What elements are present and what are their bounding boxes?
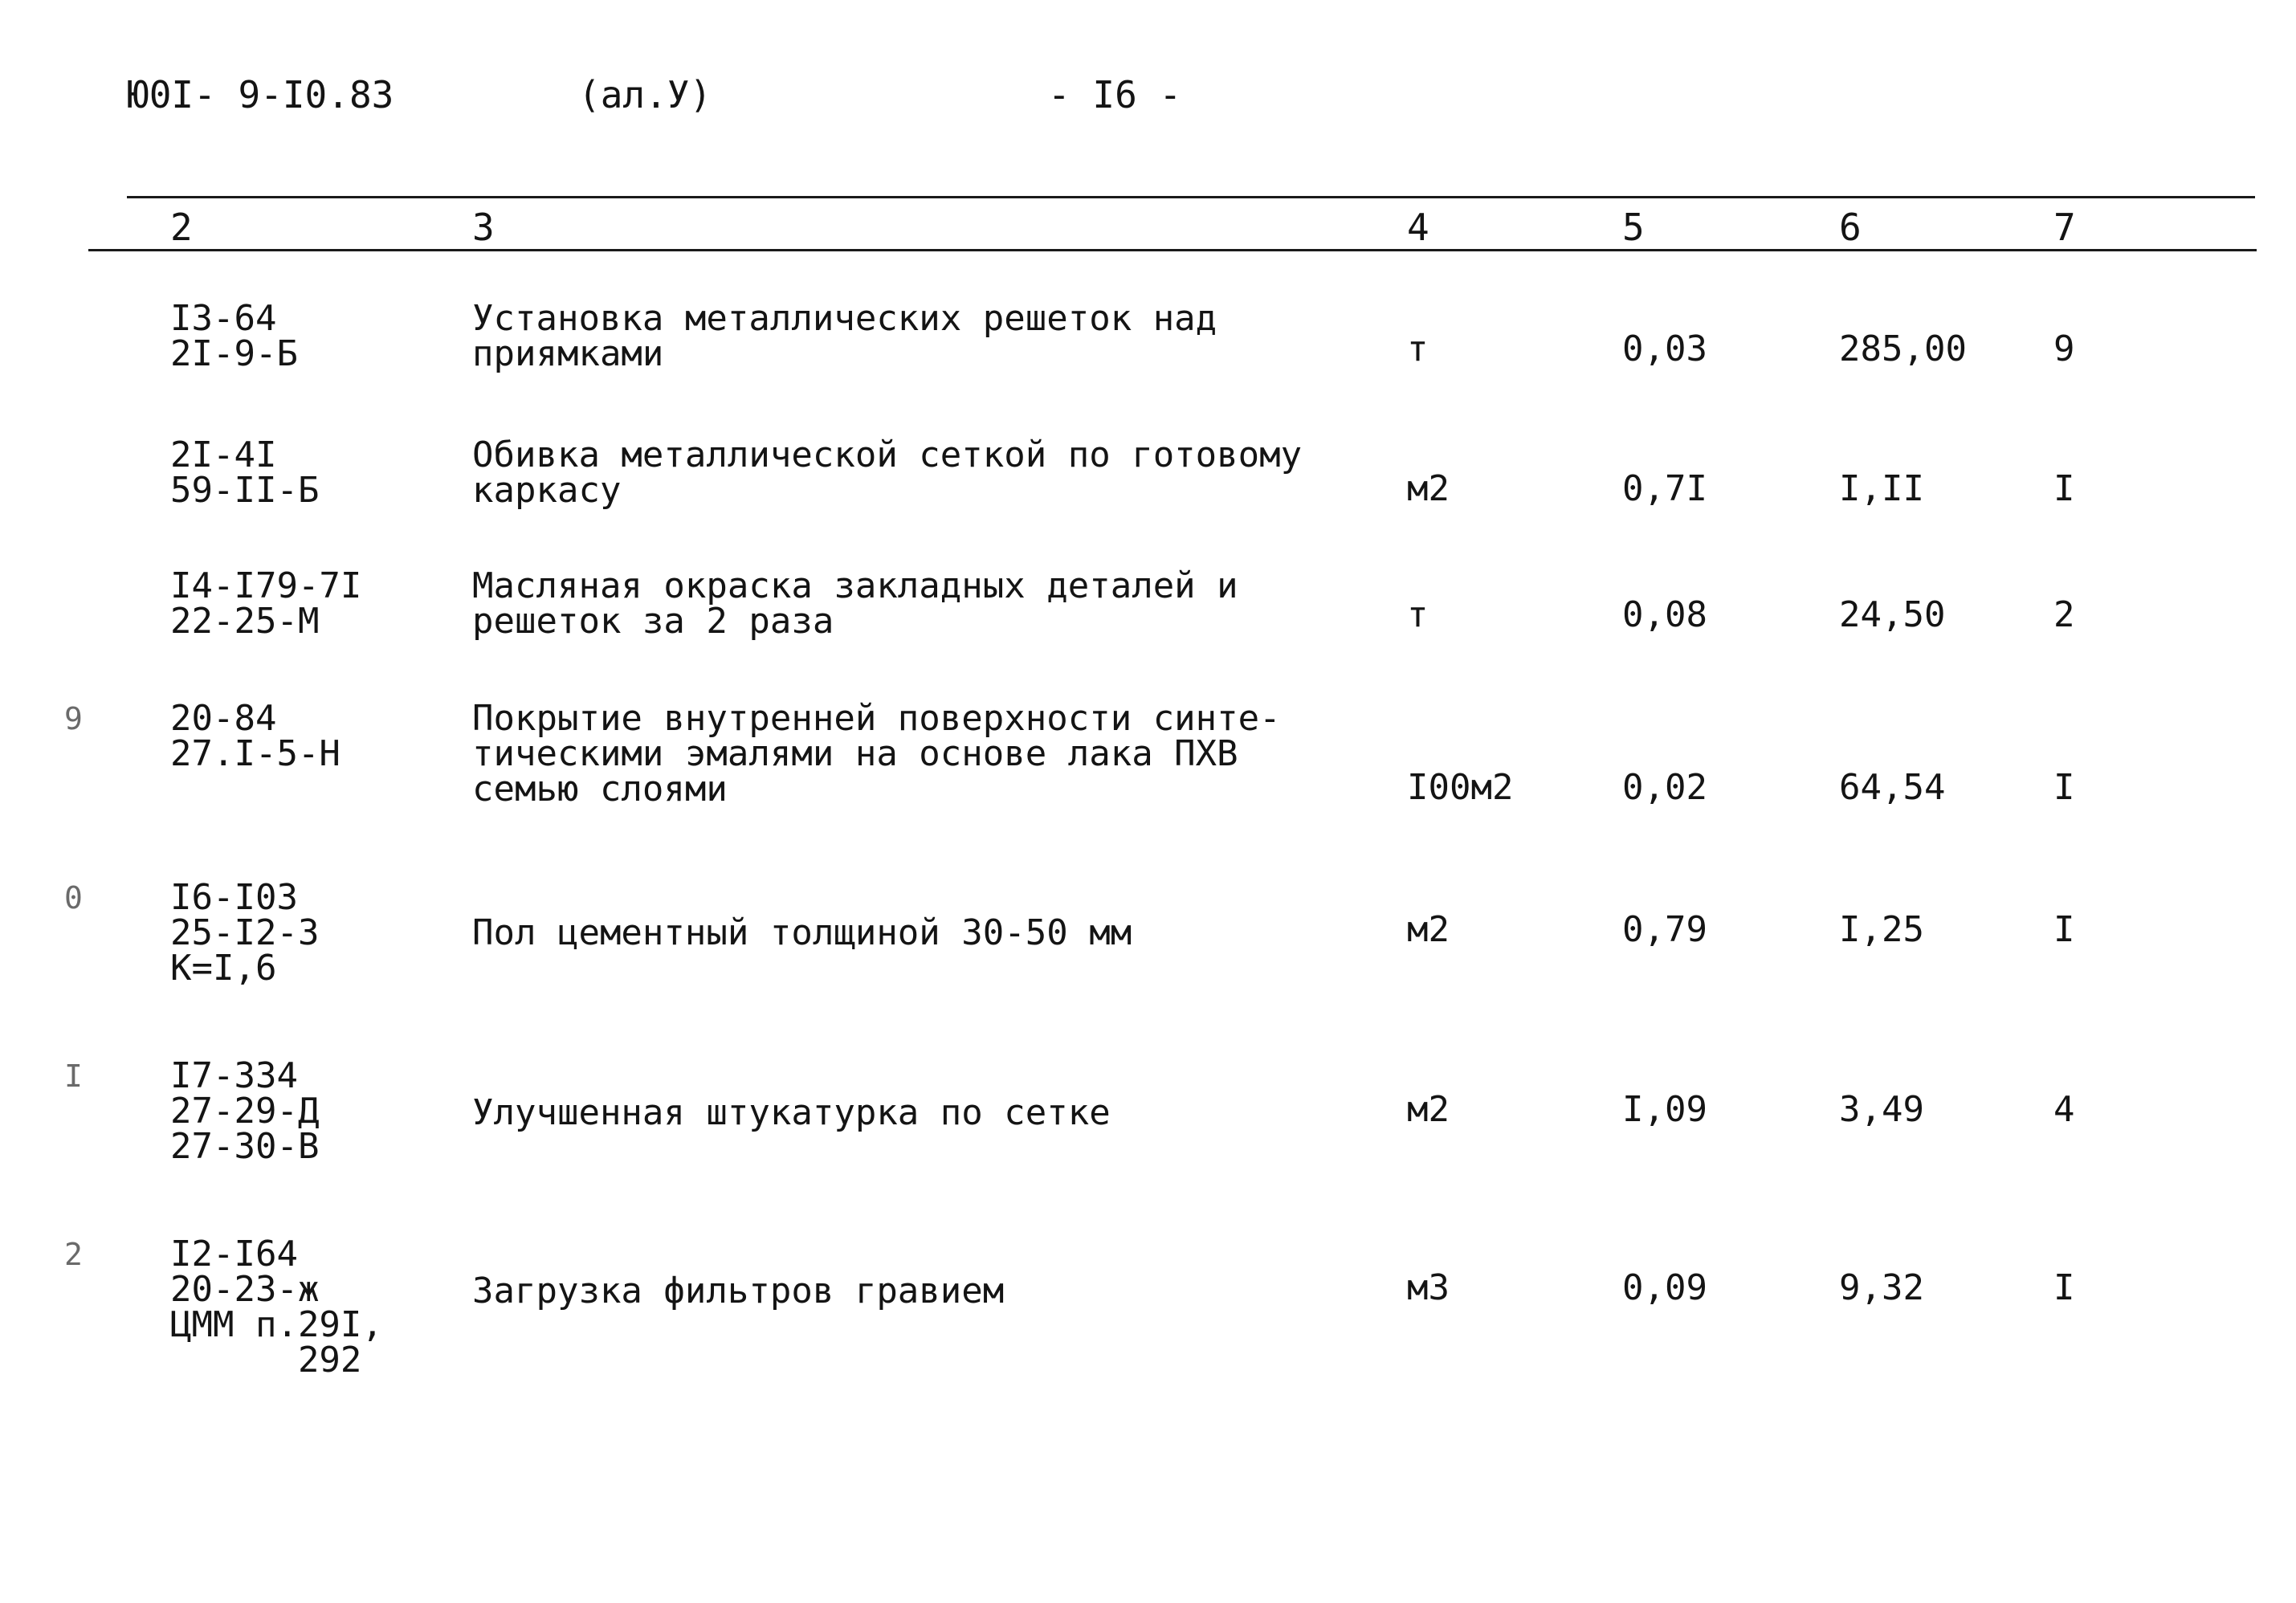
unit-of-measure: м2 <box>1407 909 1450 950</box>
work-description: Масляная окраска закладных деталей и решеток за 2 раза <box>472 565 1238 642</box>
quantity: 0,79 <box>1622 909 1707 950</box>
unit-price: 24,50 <box>1839 594 1946 635</box>
work-description: Пол цементный толщиной 30-50 мм <box>472 912 1132 953</box>
quantity: 0,02 <box>1622 767 1707 808</box>
count: I <box>2053 1267 2075 1308</box>
column-header-3: 3 <box>472 206 495 249</box>
work-description: Улучшенная штукатурка по сетке <box>472 1092 1111 1133</box>
count: I <box>2053 468 2075 509</box>
quantity: 0,08 <box>1622 594 1707 635</box>
count: I <box>2053 767 2075 808</box>
unit-of-measure: т <box>1407 594 1429 635</box>
row-number: I <box>64 1058 83 1094</box>
norm-code: 20-84 27.I-5-Н <box>170 698 341 774</box>
unit-of-measure: т <box>1407 328 1429 369</box>
unit-price: I,II <box>1839 468 1924 509</box>
column-header-7: 7 <box>2053 206 2076 249</box>
quantity: I,09 <box>1622 1089 1707 1130</box>
count: 2 <box>2053 594 2075 635</box>
unit-of-measure: м3 <box>1407 1267 1450 1308</box>
quantity: 0,03 <box>1622 328 1707 369</box>
unit-price: 3,49 <box>1839 1089 1924 1130</box>
count: 9 <box>2053 328 2075 369</box>
count: 4 <box>2053 1089 2075 1130</box>
unit-price: 285,00 <box>1839 328 1967 369</box>
count: I <box>2053 909 2075 950</box>
unit-of-measure: м2 <box>1407 468 1450 509</box>
norm-code: I4-I79-7I 22-25-М <box>170 565 362 642</box>
norm-code: 2I-4I 59-II-Б <box>170 434 320 511</box>
quantity: 0,7I <box>1622 468 1707 509</box>
work-description: Установка металлических решеток над приямками <box>472 298 1217 374</box>
column-header-2: 2 <box>170 206 193 249</box>
unit-of-measure: I00м2 <box>1407 767 1514 808</box>
table-top-rule <box>127 196 2255 198</box>
page-number: - I6 - <box>1048 73 1182 116</box>
column-header-6: 6 <box>1839 206 1862 249</box>
row-number: 2 <box>64 1237 83 1272</box>
norm-code: I3-64 2I-9-Б <box>170 298 298 374</box>
unit-price: I,25 <box>1839 909 1924 950</box>
document-code: Ю0I- 9-I0.83 <box>127 73 394 116</box>
quantity: 0,09 <box>1622 1267 1707 1308</box>
norm-code: I2-I64 20-23-ж ЦММ п.29I, 292 <box>170 1234 383 1381</box>
unit-price: 64,54 <box>1839 767 1946 808</box>
album-label: (ал.У) <box>578 73 712 116</box>
norm-code: I7-334 27-29-Д 27-30-В <box>170 1055 320 1167</box>
column-header-5: 5 <box>1622 206 1645 249</box>
table-header-rule <box>88 249 2257 251</box>
unit-of-measure: м2 <box>1407 1089 1450 1130</box>
unit-price: 9,32 <box>1839 1267 1924 1308</box>
work-description: Обивка металлической сеткой по готовому каркасу <box>472 434 1303 511</box>
work-description: Покрытие внутренней поверхности синте- тическими эмалями на основе лака ПХВ семью слоями <box>472 698 1281 810</box>
norm-code: I6-I03 25-I2-3 К=I,6 <box>170 877 320 989</box>
work-description: Загрузка фильтров гравием <box>472 1271 1005 1311</box>
row-number: 9 <box>64 701 83 736</box>
row-number: 0 <box>64 880 83 916</box>
column-header-4: 4 <box>1407 206 1429 249</box>
